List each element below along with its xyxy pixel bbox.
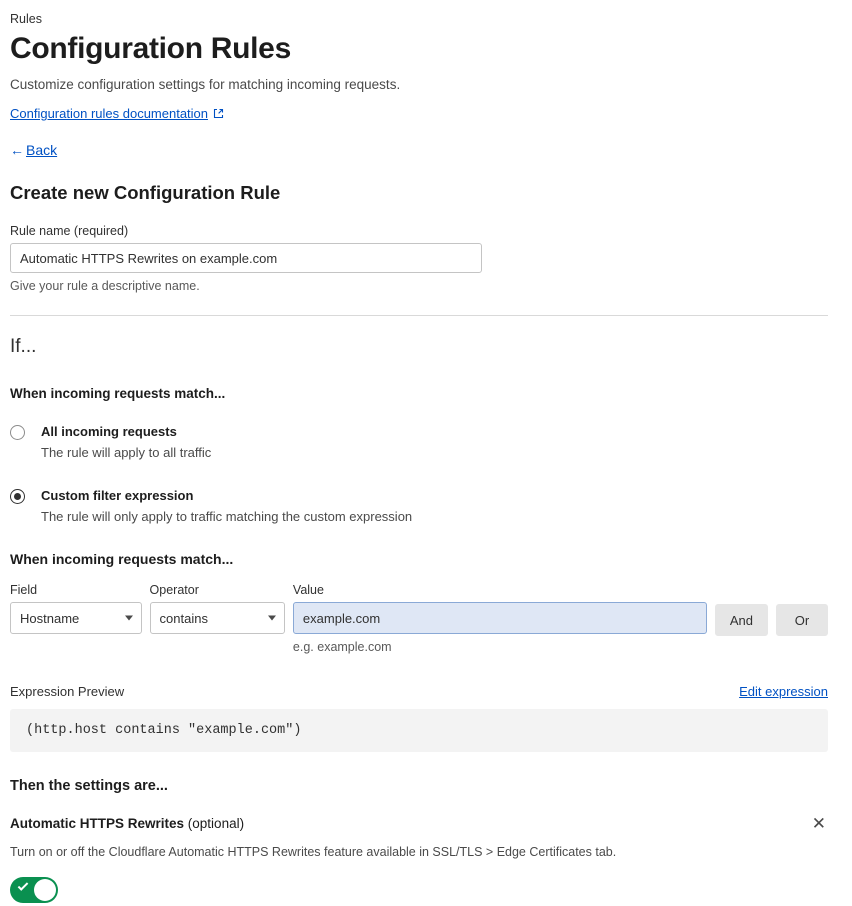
operator-label: Operator [149,583,199,597]
expression-preview-label: Expression Preview [10,684,125,699]
radio-icon-all-requests[interactable] [10,425,25,440]
setting-title [10,816,244,831]
field-select[interactable] [10,602,142,634]
chevron-down-icon [125,616,133,621]
radio-custom-filter-text [41,487,412,525]
value-input[interactable] [293,602,707,634]
value-label: Value [292,583,324,597]
field-label: Field [10,583,38,597]
then-settings-heading: Then the settings are... [10,778,168,794]
and-button[interactable]: And [715,604,768,636]
close-icon[interactable]: ✕ [811,814,826,833]
value-column [293,583,707,654]
automatic-https-rewrites-toggle[interactable] [10,877,58,903]
expression-buttons [715,604,828,636]
toggle-knob [34,879,56,901]
documentation-link-row [10,106,828,122]
radio-all-requests-title: All incoming requests [41,424,177,439]
operator-select-value: contains [159,610,208,626]
back-row[interactable] [10,142,828,158]
radio-custom-filter-title: Custom filter expression [41,488,194,503]
chevron-down-icon [268,616,276,621]
expression-builder-label: When incoming requests match... [10,551,234,567]
section-divider [10,315,828,316]
page-subtitle: Customize configuration settings for matching incoming requests. [10,77,401,92]
expression-preview-box: (http.host contains "example.com") [10,709,828,752]
setting-header [10,816,828,832]
radio-all-requests-desc: The rule will apply to all traffic [41,445,212,460]
expression-preview-header [10,684,828,699]
radio-custom-filter-desc: The rule will only apply to traffic matching the custom expression [41,509,413,524]
create-rule-heading: Create new Configuration Rule [10,182,281,203]
field-select-value: Hostname [20,610,80,626]
match-label: When incoming requests match... [10,386,226,401]
radio-icon-custom-filter[interactable] [10,489,25,504]
check-icon [18,880,29,891]
radio-option-all-requests[interactable] [10,423,828,461]
if-heading: If... [10,336,37,357]
setting-name: Automatic HTTPS Rewrites [10,816,185,831]
back-link[interactable]: Back [26,142,58,158]
setting-description: Turn on or off the Cloudflare Automatic HTTPS Rewrites feature available in SSL/TLS > Edge Certificates tab. [10,845,617,859]
breadcrumb: Rules [10,12,42,26]
page-title: Configuration Rules [10,32,291,65]
value-helper: e.g. example.com [292,640,392,654]
rule-name-label: Rule name (required) [10,224,129,238]
radio-option-custom-filter[interactable] [10,487,828,525]
setting-optional-tag: (optional) [187,816,245,831]
field-column [10,583,142,634]
back-arrow-icon: ← [10,142,24,158]
radio-all-requests-text [41,423,211,461]
external-link-icon [213,107,224,123]
rule-name-input[interactable] [10,243,482,273]
expression-builder-row [10,583,828,654]
or-button[interactable]: Or [776,604,828,636]
rule-name-helper: Give your rule a descriptive name. [10,279,200,293]
edit-expression-link[interactable]: Edit expression [739,684,828,699]
operator-column [150,583,285,634]
operator-select[interactable] [150,602,285,634]
configuration-rules-documentation-link[interactable]: Configuration rules documentation [10,106,209,121]
